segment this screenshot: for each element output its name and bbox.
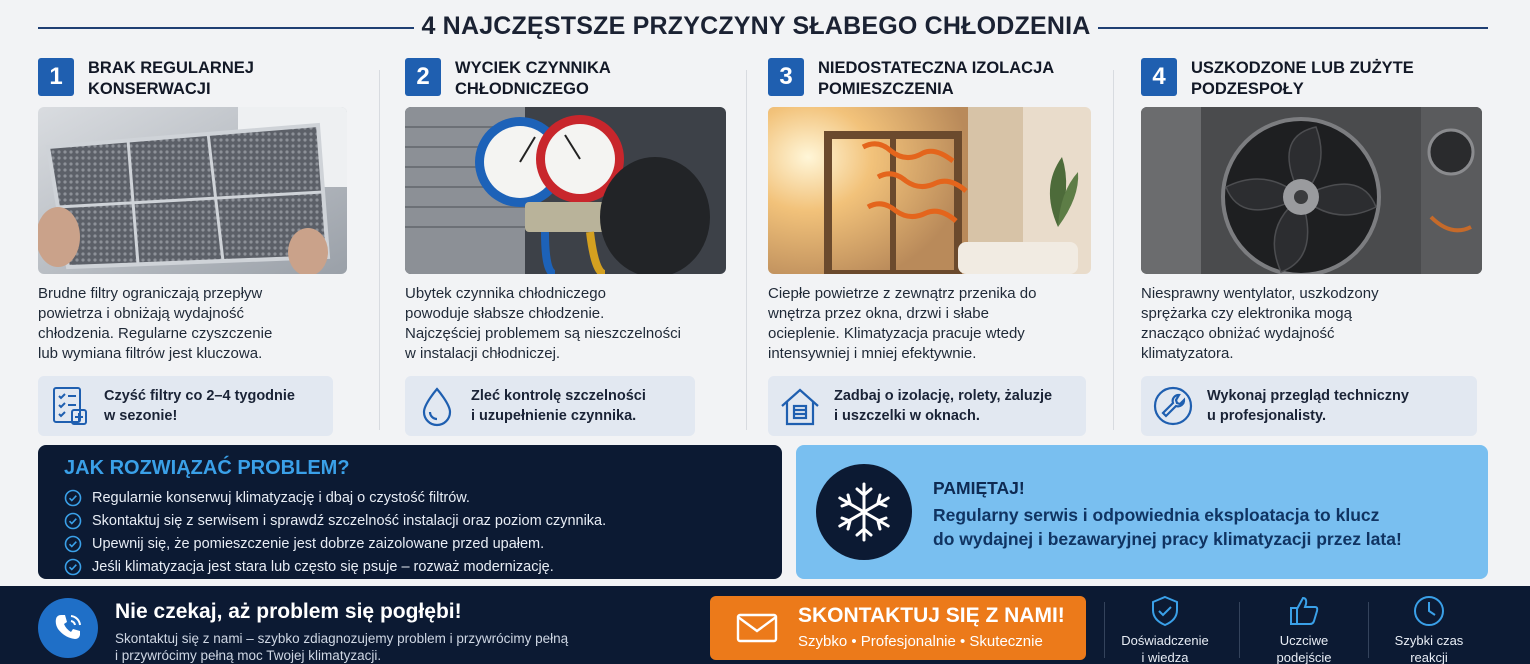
footer-title: Nie czekaj, aż problem się pogłębi! bbox=[115, 600, 462, 623]
title-line-left bbox=[38, 27, 414, 29]
worn-fan-photo bbox=[1141, 107, 1482, 274]
column-divider bbox=[1113, 70, 1114, 430]
envelope-icon bbox=[736, 612, 778, 644]
phone-button[interactable] bbox=[38, 598, 98, 658]
remember-title: PAMIĘTAJ! bbox=[933, 478, 1025, 498]
snowflake-icon bbox=[832, 480, 896, 544]
cause-card-3 bbox=[768, 54, 1098, 438]
manifold-gauge-photo bbox=[405, 107, 726, 274]
check-circle-icon bbox=[64, 558, 82, 576]
droplet-icon bbox=[415, 384, 459, 428]
footer-text: Skontaktuj się z nami – szybko zdiagnozujemy problem i przywrócimy pełną i przywrócimy pełną moc Twojej klimatyzacji. bbox=[115, 631, 569, 663]
list-item: Skontaktuj się z serwisem i sprawdź szczelność instalacji oraz poziom czynnika. bbox=[64, 509, 756, 532]
cause-title: BRAK REGULARNEJ KONSERWACJI bbox=[88, 59, 254, 98]
contact-us-button[interactable] bbox=[710, 596, 1086, 660]
solution-title: JAK ROZWIĄZAĆ PROBLEM? bbox=[64, 457, 350, 479]
clock-icon bbox=[1412, 594, 1446, 628]
list-item: Upewnij się, że pomieszczenie jest dobrze zaizolowane przed upałem. bbox=[64, 532, 756, 555]
cause-description: Niesprawny wentylator, uszkodzony sprężarka czy elektronika mogą znacząco obniżać wydajność klimatyzatora. bbox=[1141, 285, 1379, 362]
title-row bbox=[0, 10, 1530, 46]
feature-label: Doświadczenie i wiedza bbox=[1121, 633, 1209, 664]
column-divider bbox=[379, 70, 380, 430]
feature-experience bbox=[1105, 594, 1225, 664]
cause-number: 1 bbox=[38, 58, 74, 96]
checklist-icon bbox=[48, 384, 92, 428]
check-circle-icon bbox=[64, 535, 82, 553]
cause-description: Ciepłe powietrze z zewnątrz przenika do wnętrza przez okna, drzwi i słabe ocieplenie. Klimatyzacja pracuje wtedy intensywniej i mniej efektywnie. bbox=[768, 285, 1037, 362]
feature-divider bbox=[1239, 602, 1240, 658]
cause-number: 2 bbox=[405, 58, 441, 96]
feature-label: Szybki czas reakcji bbox=[1394, 633, 1464, 664]
dirty-filter-photo bbox=[38, 107, 347, 274]
footer-bar bbox=[0, 586, 1530, 664]
list-item: Regularnie konserwuj klimatyzację i dbaj o czystość filtrów. bbox=[64, 486, 756, 509]
window-sunlight-photo bbox=[768, 107, 1091, 274]
thumbs-up-icon bbox=[1287, 594, 1321, 628]
cause-card-4 bbox=[1141, 54, 1488, 438]
solution-panel bbox=[38, 445, 782, 579]
tip-text: Czyść filtry co 2–4 tygodnie w sezonie! bbox=[104, 388, 295, 424]
list-item: Jeśli klimatyzacja jest stara lub często się psuje – rozważ modernizację. bbox=[64, 555, 756, 578]
cause-card-1 bbox=[38, 54, 358, 438]
cause-number: 3 bbox=[768, 58, 804, 96]
snowflake-badge bbox=[816, 464, 912, 560]
shield-check-icon bbox=[1148, 594, 1182, 628]
feature-response-time bbox=[1369, 594, 1489, 664]
phone-icon bbox=[52, 612, 84, 644]
tip-box bbox=[1141, 376, 1477, 436]
tip-text: Zadbaj o izolację, rolety, żaluzje i uszczelki w oknach. bbox=[834, 388, 1053, 424]
cause-title: WYCIEK CZYNNIKA CHŁODNICZEGO bbox=[455, 59, 611, 98]
tip-box bbox=[768, 376, 1086, 436]
feature-honesty bbox=[1244, 594, 1364, 664]
check-circle-icon bbox=[64, 512, 82, 530]
cause-description: Brudne filtry ograniczają przepływ powietrza i obniżają wydajność chłodzenia. Regularne czyszczenie lub wymiana filtrów jest kluczowa. bbox=[38, 285, 273, 362]
column-divider bbox=[746, 70, 747, 430]
tip-box bbox=[405, 376, 695, 436]
feature-label: Uczciwe podejście bbox=[1276, 633, 1332, 664]
cause-number: 4 bbox=[1141, 58, 1177, 96]
cause-card-2 bbox=[405, 54, 735, 438]
page-title: 4 NAJCZĘSTSZE PRZYCZYNY SŁABEGO CHŁODZENIA bbox=[421, 12, 1091, 40]
solution-list bbox=[64, 486, 756, 578]
title-line-right bbox=[1098, 27, 1488, 29]
tip-box bbox=[38, 376, 333, 436]
house-icon bbox=[778, 384, 822, 428]
tip-text: Wykonaj przegląd techniczny u profesjonalisty. bbox=[1207, 388, 1409, 424]
tip-text: Zleć kontrolę szczelności i uzupełnienie czynnika. bbox=[471, 388, 646, 424]
cause-description: Ubytek czynnika chłodniczego powoduje słabsze chłodzenie. Najczęściej problemem są nieszczelności w instalacji chłodniczej. bbox=[405, 285, 681, 362]
cta-subtitle: Szybko • Profesjonalnie • Skutecznie bbox=[798, 633, 1043, 650]
remember-panel bbox=[796, 445, 1488, 579]
check-circle-icon bbox=[64, 489, 82, 507]
cause-title: NIEDOSTATECZNA IZOLACJA POMIESZCZENIA bbox=[818, 59, 1055, 98]
cta-title: SKONTAKTUJ SIĘ Z NAMI! bbox=[798, 604, 1065, 627]
wrench-icon bbox=[1151, 384, 1195, 428]
remember-text: Regularny serwis i odpowiednia eksploatacja to klucz do wydajnej i bezawaryjnej pracy klimatyzacji przez lata! bbox=[933, 505, 1402, 549]
cause-title: USZKODZONE LUB ZUŻYTE PODZESPOŁY bbox=[1191, 59, 1414, 98]
